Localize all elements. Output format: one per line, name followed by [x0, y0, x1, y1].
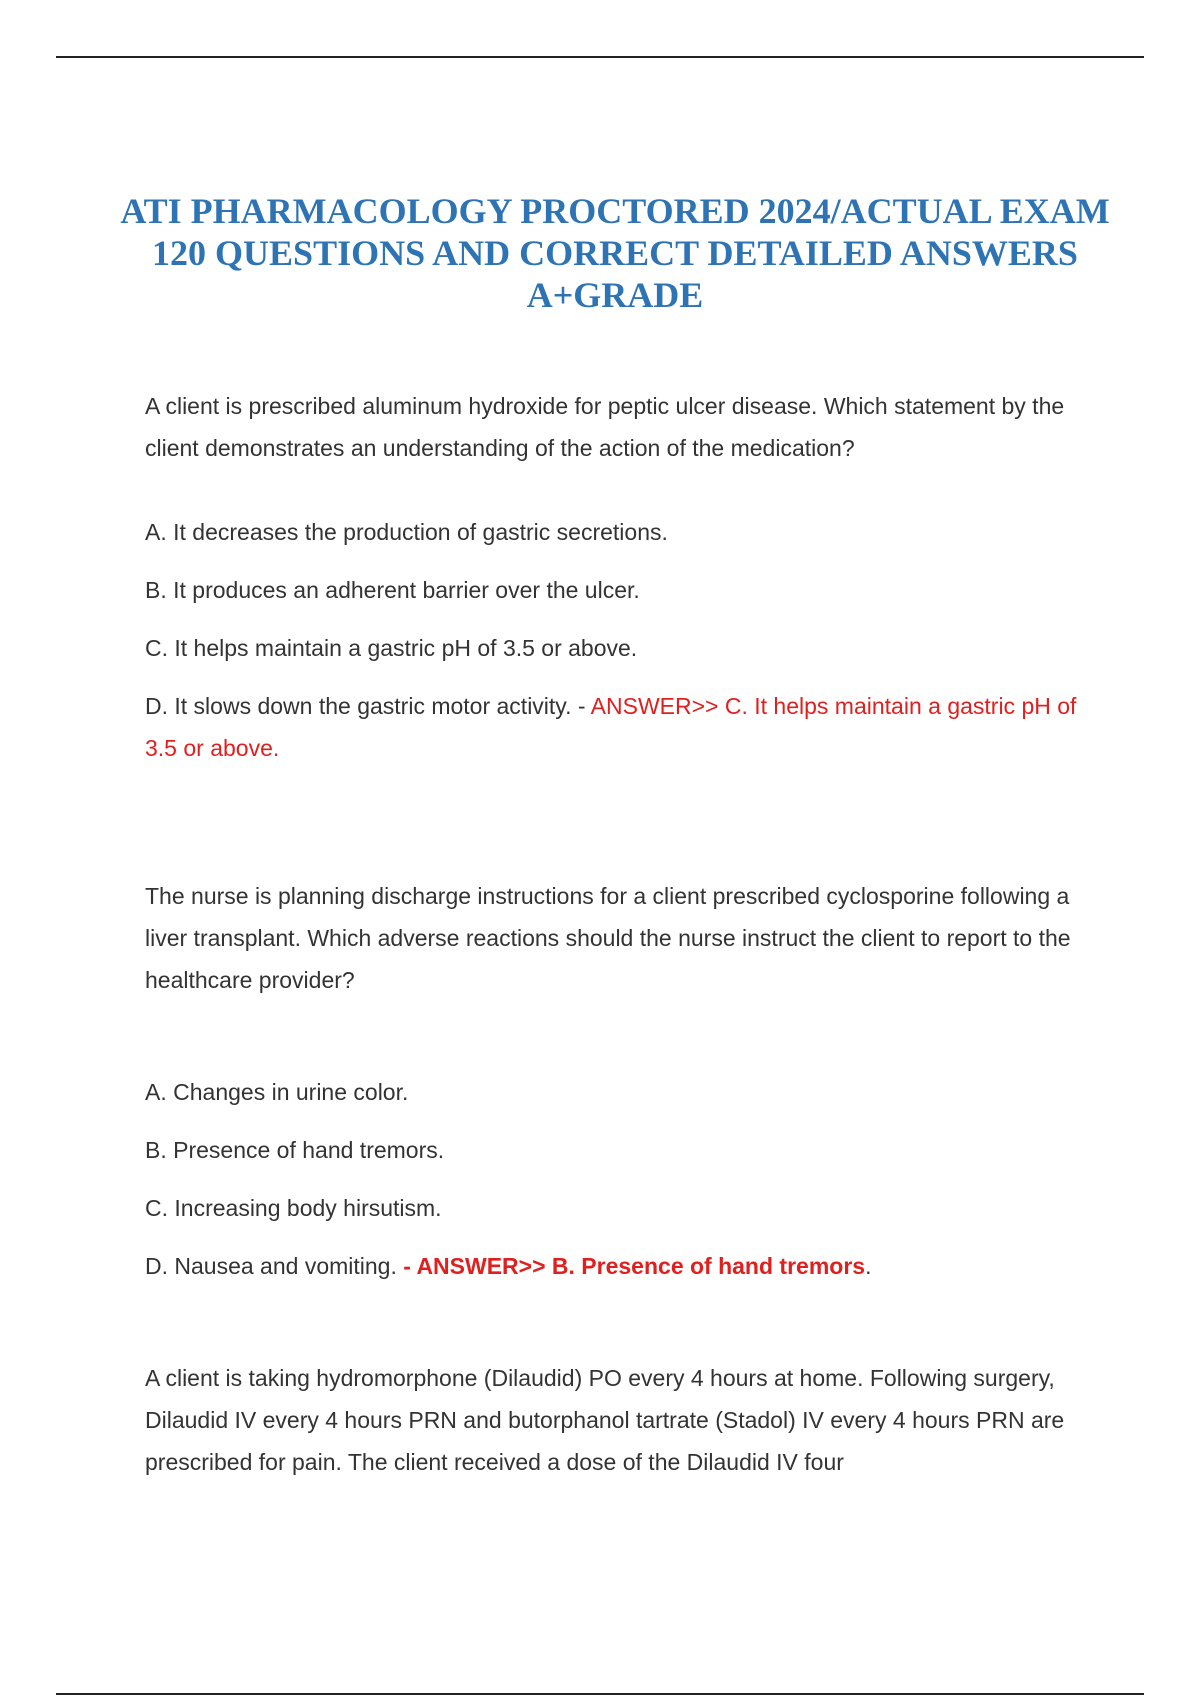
question-2-answer: - ANSWER>> B. Presence of hand tremors [403, 1253, 866, 1279]
question-3-stem: A client is taking hydromorphone (Dilaudid) PO every 4 hours at home. Following surgery, Dilaudid IV every 4 hours PRN and butorphanol tartrate (Stadol) IV every 4 hours PRN are prescribed for pain. The client received a dose of the Dilaudid IV four [145, 1365, 1065, 1475]
question-2-option-a: A. Changes in urine color. [145, 1079, 409, 1105]
question-1-option-d [145, 685, 1085, 769]
question-1-option-d-text: D. It slows down the gastric motor activity. - [145, 693, 586, 719]
page-title: ATI PHARMACOLOGY PROCTORED 2024/ACTUAL EXAM 120 QUESTIONS AND CORRECT DETAILED ANSWERS A+GRADE [120, 191, 1110, 315]
question-2-stem: The nurse is planning discharge instructions for a client prescribed cyclosporine following a liver transplant. Which adverse reactions should the nurse instruct the client to report to the healthcare provider? [145, 883, 1071, 993]
question-2-option-c: C. Increasing body hirsutism. [145, 1195, 442, 1221]
question-2-option-d [145, 1245, 1085, 1287]
document-body [145, 385, 1085, 1483]
question-2-option-d-text: D. Nausea and vomiting. [145, 1253, 397, 1279]
top-rule [56, 56, 1144, 58]
question-1-option-b: B. It produces an adherent barrier over the ulcer. [145, 577, 640, 603]
question-2-answer-suffix: . [865, 1253, 872, 1279]
question-2-option-b: B. Presence of hand tremors. [145, 1137, 445, 1163]
question-1-answer: ANSWER>> C. It helps maintain a gastric pH of 3.5 or above. [145, 693, 1077, 761]
question-1-stem: A client is prescribed aluminum hydroxide for peptic ulcer disease. Which statement by the client demonstrates an understanding of the action of the medication? [145, 393, 1065, 461]
question-1-option-c: C. It helps maintain a gastric pH of 3.5 or above. [145, 635, 638, 661]
bottom-rule [56, 1693, 1144, 1695]
question-1-option-a: A. It decreases the production of gastric secretions. [145, 519, 668, 545]
